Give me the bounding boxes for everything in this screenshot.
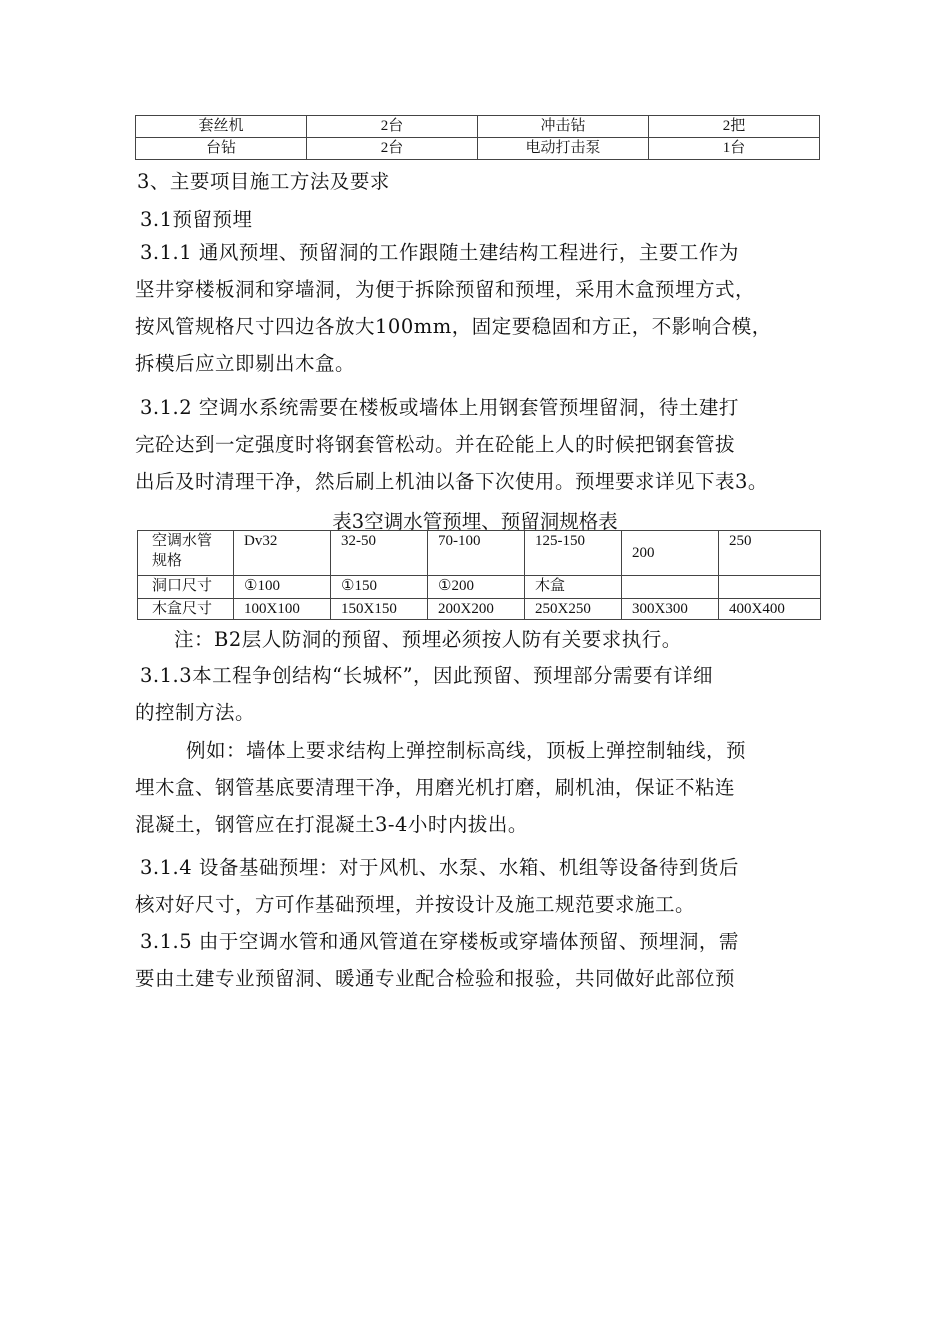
table-cell: 250 xyxy=(719,531,821,576)
paragraph-line: 例如：墙体上要求结构上弹控制标高线，顶板上弹控制轴线，预 xyxy=(186,739,747,762)
table-cell: ①100 xyxy=(234,576,331,599)
table-cell: 200X200 xyxy=(428,599,525,620)
table-row xyxy=(136,116,820,138)
table-cell: Dv32 xyxy=(234,531,331,576)
table-cell: 套丝机 xyxy=(136,116,307,138)
table-cell: 250X250 xyxy=(525,599,622,620)
table-cell: ①200 xyxy=(428,576,525,599)
paragraph-line: 要由土建专业预留洞、暖通专业配合检验和报验，共同做好此部位预 xyxy=(135,967,736,990)
table-cell: 70-100 xyxy=(428,531,525,576)
table-cell: 400X400 xyxy=(719,599,821,620)
table-caption: 表3空调水管预埋、预留洞规格表 xyxy=(332,510,618,533)
paragraph-line: 3.1.5 由于空调水管和通风管道在穿楼板或穿墙体预留、预埋洞，需 xyxy=(140,930,739,953)
paragraph-line: 3.1.1 通风预埋、预留洞的工作跟随土建结构工程进行，主要工作为 xyxy=(140,241,739,264)
table-cell xyxy=(622,576,719,599)
paragraph-line: 坚井穿楼板洞和穿墙洞，为便于拆除预留和预埋，采用木盒预埋方式， xyxy=(135,278,756,301)
subsection-heading: 3.1预留预埋 xyxy=(140,208,253,231)
table-cell: 木盒 xyxy=(525,576,622,599)
section-heading: 3、主要项目施工方法及要求 xyxy=(137,170,390,193)
table-row xyxy=(138,599,821,620)
table-cell: 125-150 xyxy=(525,531,622,576)
paragraph-line: 3.1.2 空调水系统需要在楼板或墙体上用钢套管预埋留洞，待土建打 xyxy=(140,396,739,419)
table-cell: 32-50 xyxy=(331,531,428,576)
table-cell: 电动打击泵 xyxy=(478,138,649,160)
paragraph-line: 拆模后应立即剔出木盒。 xyxy=(135,352,356,375)
table-cell: 冲击钻 xyxy=(478,116,649,138)
table-cell: 200 xyxy=(622,531,719,576)
paragraph-line: 核对好尺寸，方可作基础预埋，并按设计及施工规范要求施工。 xyxy=(135,893,696,916)
table-row xyxy=(136,138,820,160)
table-cell: 木盒尺寸 xyxy=(138,599,234,620)
table-cell: ①150 xyxy=(331,576,428,599)
table-cell: 洞口尺寸 xyxy=(138,576,234,599)
paragraph-line: 3.1.3本工程争创结构“长城杯”，因此预留、预埋部分需要有详细 xyxy=(140,664,714,687)
spec-table xyxy=(137,530,821,620)
paragraph-line: 混凝土，钢管应在打混凝土3-4小时内拔出。 xyxy=(135,813,528,836)
paragraph-line: 3.1.4 设备基础预埋：对于风机、水泵、水箱、机组等设备待到货后 xyxy=(140,856,739,879)
paragraph-line: 埋木盒、钢管基底要清理干净，用磨光机打磨，刷机油，保证不粘连 xyxy=(135,776,736,799)
table-cell: 空调水管 规格 xyxy=(138,531,234,576)
table-cell: 100X100 xyxy=(234,599,331,620)
paragraph-line: 完砼达到一定强度时将钢套管松动。并在砼能上人的时候把钢套管拔 xyxy=(135,433,736,456)
table-cell: 2台 xyxy=(307,116,478,138)
paragraph-line: 出后及时清理干净，然后刷上机油以备下次使用。预埋要求详见下表3。 xyxy=(135,470,768,493)
paragraph-line: 的控制方法。 xyxy=(135,701,256,724)
table-cell: 300X300 xyxy=(622,599,719,620)
equipment-table xyxy=(135,115,820,160)
table-cell: 1台 xyxy=(649,138,820,160)
table-cell: 台钻 xyxy=(136,138,307,160)
table-row xyxy=(138,576,821,599)
paragraph-line: 按风管规格尺寸四边各放大100mm，固定要稳固和方正，不影响合模， xyxy=(135,315,772,338)
table-cell: 150X150 xyxy=(331,599,428,620)
table-note: 注：B2层人防洞的预留、预埋必须按人防有关要求执行。 xyxy=(174,628,682,651)
table-cell: 2台 xyxy=(307,138,478,160)
table-cell xyxy=(719,576,821,599)
table-row xyxy=(138,531,821,576)
table-cell: 2把 xyxy=(649,116,820,138)
